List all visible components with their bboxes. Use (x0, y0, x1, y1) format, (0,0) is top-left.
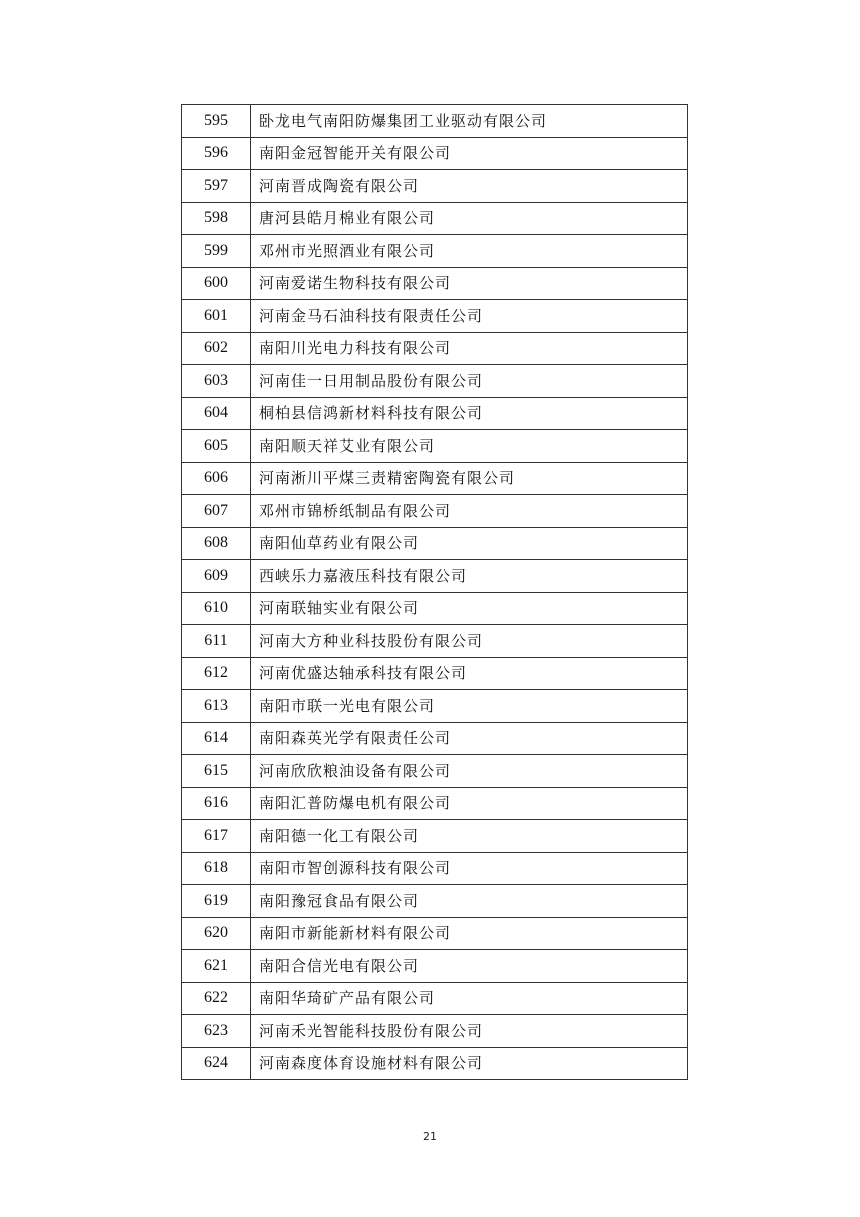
company-name: 南阳德一化工有限公司 (251, 820, 688, 853)
table-row (182, 592, 688, 625)
company-name: 南阳合信光电有限公司 (251, 950, 688, 983)
row-number: 623 (182, 1015, 251, 1048)
company-name: 河南大方种业科技股份有限公司 (251, 625, 688, 658)
company-name: 南阳仙草药业有限公司 (251, 527, 688, 560)
row-number: 607 (182, 495, 251, 528)
row-number: 600 (182, 267, 251, 300)
company-name: 河南联轴实业有限公司 (251, 592, 688, 625)
company-name: 南阳豫冠食品有限公司 (251, 885, 688, 918)
company-name: 南阳森英光学有限责任公司 (251, 722, 688, 755)
row-number: 621 (182, 950, 251, 983)
table-row (182, 300, 688, 333)
table-row (182, 235, 688, 268)
row-number: 604 (182, 397, 251, 430)
row-number: 599 (182, 235, 251, 268)
company-name: 南阳华琦矿产品有限公司 (251, 982, 688, 1015)
table-row (182, 625, 688, 658)
company-name: 河南森度体育设施材料有限公司 (251, 1047, 688, 1080)
row-number: 602 (182, 332, 251, 365)
table-row (182, 852, 688, 885)
company-name: 南阳顺天祥艾业有限公司 (251, 430, 688, 463)
table-row (182, 495, 688, 528)
row-number: 620 (182, 917, 251, 950)
table-row (182, 982, 688, 1015)
table-row (182, 657, 688, 690)
table-row (182, 430, 688, 463)
row-number: 601 (182, 300, 251, 333)
table-row (182, 332, 688, 365)
company-name: 唐河县皓月棉业有限公司 (251, 202, 688, 235)
company-name: 河南爱诺生物科技有限公司 (251, 267, 688, 300)
company-name: 南阳市新能新材料有限公司 (251, 917, 688, 950)
table-row (182, 917, 688, 950)
table-row (182, 105, 688, 138)
row-number: 597 (182, 170, 251, 203)
table-row (182, 690, 688, 723)
row-number: 617 (182, 820, 251, 853)
company-name: 河南佳一日用制品股份有限公司 (251, 365, 688, 398)
row-number: 622 (182, 982, 251, 1015)
row-number: 624 (182, 1047, 251, 1080)
row-number: 613 (182, 690, 251, 723)
row-number: 614 (182, 722, 251, 755)
row-number: 603 (182, 365, 251, 398)
row-number: 611 (182, 625, 251, 658)
table-row (182, 527, 688, 560)
company-name: 西峡乐力嘉液压科技有限公司 (251, 560, 688, 593)
table-row (182, 267, 688, 300)
table-row (182, 560, 688, 593)
company-list-body (182, 105, 688, 1080)
row-number: 596 (182, 137, 251, 170)
table-row (182, 170, 688, 203)
table-row (182, 1015, 688, 1048)
company-name: 南阳市智创源科技有限公司 (251, 852, 688, 885)
company-name: 河南欣欣粮油设备有限公司 (251, 755, 688, 788)
table-row (182, 885, 688, 918)
row-number: 609 (182, 560, 251, 593)
table-row (182, 1047, 688, 1080)
row-number: 605 (182, 430, 251, 463)
row-number: 610 (182, 592, 251, 625)
page-number: 21 (423, 1130, 437, 1143)
company-name: 桐柏县信鸿新材料科技有限公司 (251, 397, 688, 430)
company-list-table (181, 104, 688, 1080)
table-row (182, 397, 688, 430)
table-row (182, 137, 688, 170)
row-number: 598 (182, 202, 251, 235)
table-row (182, 755, 688, 788)
row-number: 616 (182, 787, 251, 820)
row-number: 618 (182, 852, 251, 885)
table-row (182, 202, 688, 235)
company-name: 邓州市光照酒业有限公司 (251, 235, 688, 268)
table-row (182, 950, 688, 983)
table-row (182, 462, 688, 495)
row-number: 615 (182, 755, 251, 788)
row-number: 595 (182, 105, 251, 138)
company-name: 河南金马石油科技有限责任公司 (251, 300, 688, 333)
row-number: 612 (182, 657, 251, 690)
table-row (182, 787, 688, 820)
company-name: 南阳川光电力科技有限公司 (251, 332, 688, 365)
company-name: 河南淅川平煤三责精密陶瓷有限公司 (251, 462, 688, 495)
row-number: 619 (182, 885, 251, 918)
table-row (182, 365, 688, 398)
company-name: 邓州市锦桥纸制品有限公司 (251, 495, 688, 528)
company-name: 南阳市联一光电有限公司 (251, 690, 688, 723)
company-name: 卧龙电气南阳防爆集团工业驱动有限公司 (251, 105, 688, 138)
row-number: 608 (182, 527, 251, 560)
company-name: 南阳汇普防爆电机有限公司 (251, 787, 688, 820)
company-name: 河南晋成陶瓷有限公司 (251, 170, 688, 203)
table-row (182, 722, 688, 755)
company-name: 南阳金冠智能开关有限公司 (251, 137, 688, 170)
company-name: 河南禾光智能科技股份有限公司 (251, 1015, 688, 1048)
company-name: 河南优盛达轴承科技有限公司 (251, 657, 688, 690)
table-row (182, 820, 688, 853)
row-number: 606 (182, 462, 251, 495)
